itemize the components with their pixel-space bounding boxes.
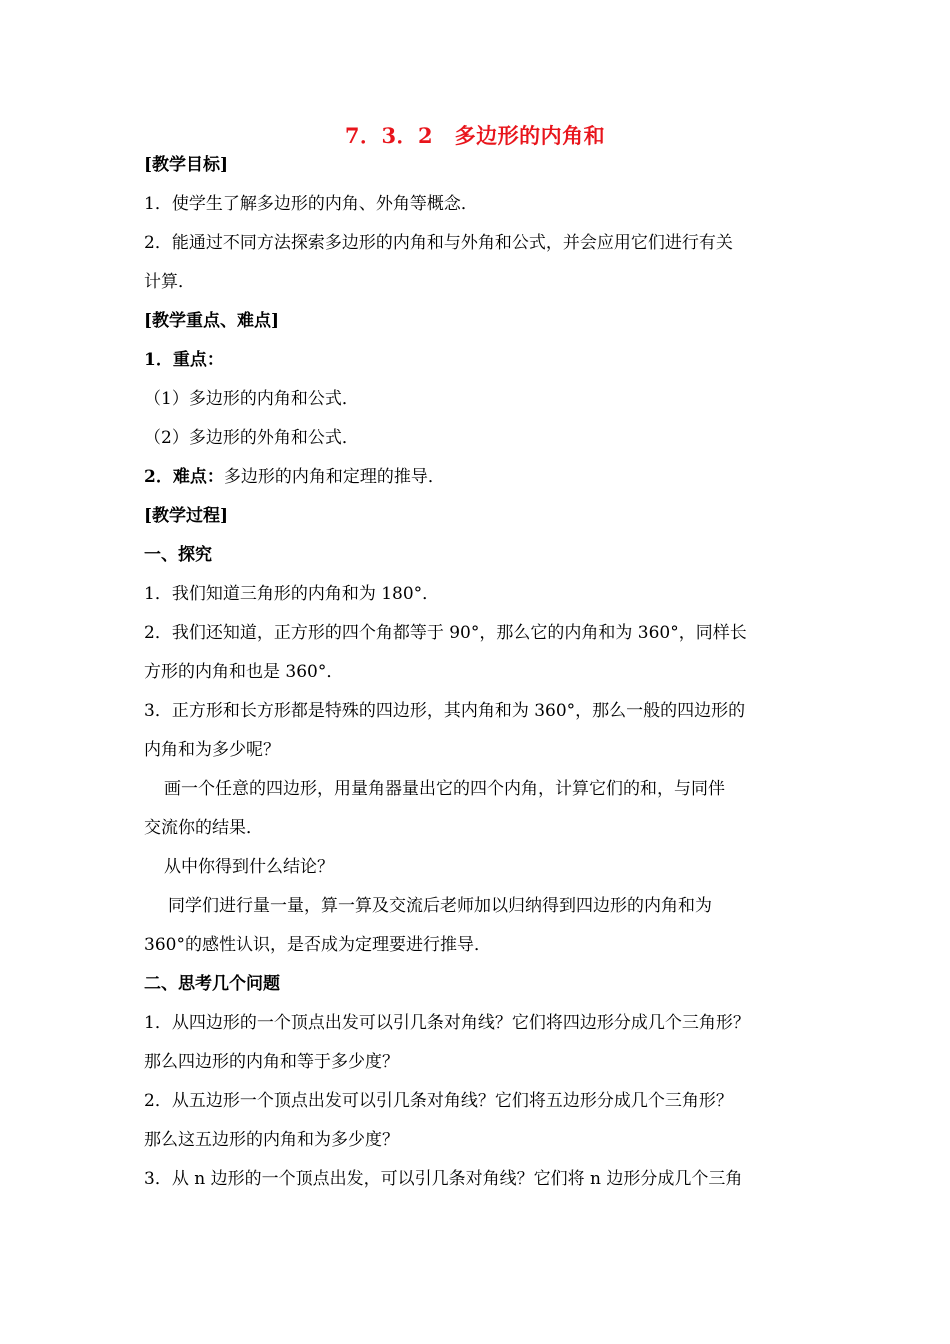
section-heading-key-points: [教学重点、难点]	[144, 311, 280, 331]
difficulty-text: 多边形的内角和定理的推导．	[223, 467, 445, 487]
paragraph-difficulty	[144, 458, 814, 497]
paragraph: 从中你得到什么结论？	[164, 857, 334, 877]
section-heading-process: [教学过程]	[144, 506, 229, 526]
paragraph: 那么这五边形的内角和为多少度？	[144, 1130, 399, 1150]
paragraph: 2．我们还知道，正方形的四个角都等于 90°，那么它的内角和为 360°，同样长	[144, 623, 747, 643]
section-heading-objectives: [教学目标]	[144, 155, 229, 175]
paragraph: 2．从五边形一个顶点出发可以引几条对角线？它们将五边形分成几个三角形？	[144, 1091, 733, 1111]
paragraph: 方形的内角和也是 360°．	[144, 662, 344, 682]
paragraph: 计算．	[144, 272, 195, 292]
paragraph: 3．正方形和长方形都是特殊的四边形，其内角和为 360°，那么一般的四边形的	[144, 701, 746, 721]
paragraph: （2）多边形的外角和公式．	[144, 428, 359, 448]
subheading-difficulty: 2．难点：	[144, 467, 224, 487]
paragraph: 2．能通过不同方法探索多边形的内角和与外角和公式，并会应用它们进行有关	[144, 233, 733, 253]
document-body	[144, 146, 814, 1199]
paragraph: 交流你的结果．	[144, 818, 263, 838]
subheading-explore: 一、探究	[144, 545, 212, 565]
document-title: 7．3．2 多边形的内角和	[344, 123, 606, 148]
paragraph: 同学们进行量一量，算一算及交流后老师加以归纳得到四边形的内角和为	[168, 896, 712, 916]
paragraph: 360°的感性认识，是否成为定理要进行推导．	[144, 935, 491, 955]
paragraph: 画一个任意的四边形，用量角器量出它的四个内角，计算它们的和，与同伴	[164, 779, 725, 799]
subheading-key-point: 1．重点：	[144, 350, 224, 370]
paragraph: 3．从 n 边形的一个顶点出发，可以引几条对角线？它们将 n 边形分成几个三角	[144, 1169, 743, 1189]
paragraph: 内角和为多少呢？	[144, 740, 280, 760]
paragraph: 1．从四边形的一个顶点出发可以引几条对角线？它们将四边形分成几个三角形？	[144, 1013, 750, 1033]
paragraph: 那么四边形的内角和等于多少度？	[144, 1052, 399, 1072]
subheading-think: 二、思考几个问题	[144, 974, 280, 994]
paragraph: 1．使学生了解多边形的内角、外角等概念．	[144, 194, 478, 214]
paragraph: （1）多边形的内角和公式．	[144, 389, 359, 409]
paragraph: 1．我们知道三角形的内角和为 180°．	[144, 584, 440, 604]
